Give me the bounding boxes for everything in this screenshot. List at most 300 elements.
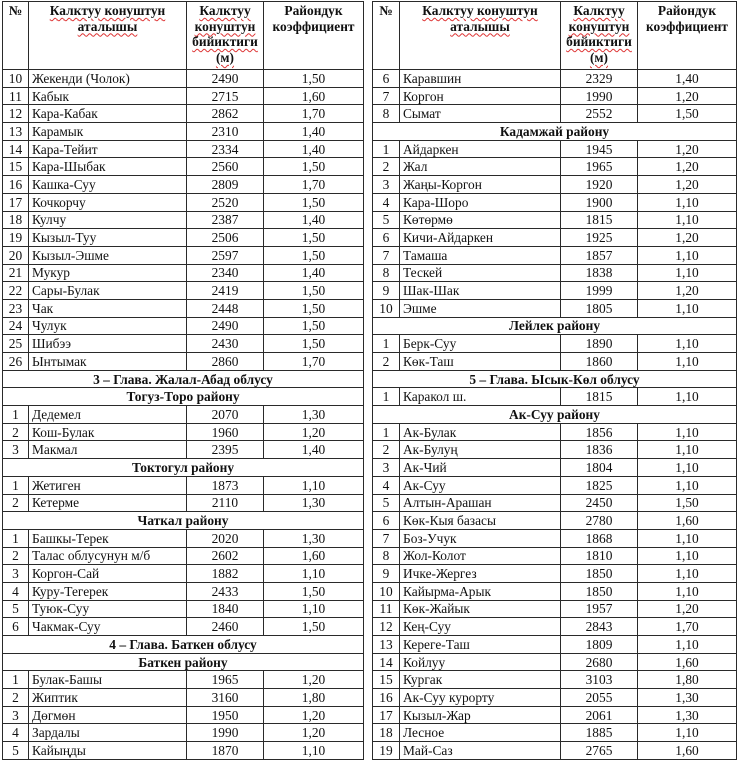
section-title: Токтогул району: [3, 459, 364, 477]
settlement-name: Булак-Башы: [29, 671, 187, 689]
settlement-name: Ак-Суу: [400, 476, 561, 494]
table-row: [3, 105, 364, 123]
settlement-name: Кең-Суу: [400, 618, 561, 636]
settlement-height: 1950: [187, 706, 264, 724]
settlement-name: Эшме: [400, 299, 561, 317]
table-row: [373, 600, 737, 618]
section-header-row: [3, 653, 364, 671]
header-settlement-name: Калктуу конуштун аталышы: [29, 2, 187, 70]
table-row: [3, 689, 364, 707]
table-row: [3, 706, 364, 724]
settlement-name: Көк-Жайык: [400, 600, 561, 618]
settlement-height: 1900: [561, 193, 638, 211]
settlement-height: 2061: [561, 706, 638, 724]
table-row: [3, 441, 364, 459]
settlement-height: 2809: [187, 176, 264, 194]
settlement-height: 1873: [187, 476, 264, 494]
settlement-name: Жетиген: [29, 476, 187, 494]
settlement-name: Кайыңды: [29, 742, 187, 760]
settlement-name: Коргон: [400, 87, 561, 105]
section-header-row: [373, 370, 737, 388]
settlement-height: 1890: [561, 335, 638, 353]
table-row: [373, 724, 737, 742]
settlement-name: Тескей: [400, 264, 561, 282]
table-row: [373, 353, 737, 371]
row-number: 8: [373, 105, 400, 123]
table-row: [373, 87, 737, 105]
settlement-name: Ак-Булуң: [400, 441, 561, 459]
settlement-height: 1990: [187, 724, 264, 742]
settlement-name: Көк-Кыя базасы: [400, 512, 561, 530]
table-row: [373, 689, 737, 707]
settlement-height: 2329: [561, 70, 638, 88]
row-number: 2: [3, 494, 29, 512]
table-row: [373, 299, 737, 317]
district-coefficient: 1,10: [638, 353, 737, 371]
table-header-row: [3, 2, 364, 70]
row-number: 23: [3, 299, 29, 317]
row-number: 13: [373, 636, 400, 654]
settlement-name: Туюк-Суу: [29, 600, 187, 618]
table-row: [3, 335, 364, 353]
settlement-name: Кулчу: [29, 211, 187, 229]
row-number: 6: [373, 70, 400, 88]
settlement-height: 1960: [187, 423, 264, 441]
table-row: [3, 70, 364, 88]
settlement-height: 1965: [561, 158, 638, 176]
row-number: 19: [373, 742, 400, 760]
table-header-row: [373, 2, 737, 70]
row-number: 1: [373, 335, 400, 353]
district-coefficient: 1,10: [638, 335, 737, 353]
row-number: 10: [373, 299, 400, 317]
settlement-name: Макмал: [29, 441, 187, 459]
row-number: 16: [3, 176, 29, 194]
section-title: 4 – Глава. Баткен облусу: [3, 636, 364, 654]
row-number: 15: [3, 158, 29, 176]
settlement-name: Жал: [400, 158, 561, 176]
settlement-height: 2843: [561, 618, 638, 636]
row-number: 6: [3, 618, 29, 636]
row-number: 2: [3, 689, 29, 707]
row-number: 1: [373, 140, 400, 158]
table-row: [373, 70, 737, 88]
table-row: [3, 123, 364, 141]
row-number: 10: [373, 582, 400, 600]
row-number: 15: [373, 671, 400, 689]
district-coefficient: 1,50: [264, 193, 364, 211]
settlement-name: Кетерме: [29, 494, 187, 512]
table-row: [373, 636, 737, 654]
district-coefficient: 1,40: [264, 441, 364, 459]
settlement-height: 2020: [187, 529, 264, 547]
settlement-name: Тамаша: [400, 246, 561, 264]
section-header-row: [3, 512, 364, 530]
table-row: [3, 140, 364, 158]
settlement-name: Карамык: [29, 123, 187, 141]
settlement-name: Жиптик: [29, 689, 187, 707]
settlement-height: 2490: [187, 317, 264, 335]
settlement-height: 1965: [187, 671, 264, 689]
district-coefficient: 1,10: [638, 299, 737, 317]
row-number: 14: [373, 653, 400, 671]
section-header-row: [3, 636, 364, 654]
settlement-name: Койлуу: [400, 653, 561, 671]
table-row: [3, 317, 364, 335]
district-coefficient: 1,10: [638, 193, 737, 211]
settlement-name: Айдаркен: [400, 140, 561, 158]
settlement-name: Кочкорчу: [29, 193, 187, 211]
header-district-coefficient: Райондук коэффициент: [264, 2, 364, 70]
row-number: 1: [3, 406, 29, 424]
district-coefficient: 1,10: [638, 636, 737, 654]
table-row: [373, 388, 737, 406]
header-settlement-height: Калктуу конуштун бийиктиги (м): [561, 2, 638, 70]
settlement-height: 1810: [561, 547, 638, 565]
settlement-height: 3160: [187, 689, 264, 707]
settlement-name: Жекенди (Чолок): [29, 70, 187, 88]
row-number: 4: [373, 476, 400, 494]
settlement-height: 2597: [187, 246, 264, 264]
settlement-height: 1809: [561, 636, 638, 654]
settlement-height: 2070: [187, 406, 264, 424]
settlement-name: Шак-Шак: [400, 282, 561, 300]
row-number: 22: [3, 282, 29, 300]
section-header-row: [3, 459, 364, 477]
settlement-height: 2448: [187, 299, 264, 317]
settlement-name: Кара-Шоро: [400, 193, 561, 211]
table-row: [3, 299, 364, 317]
district-coefficient: 1,40: [264, 140, 364, 158]
district-coefficient: 1,10: [638, 724, 737, 742]
settlement-name: Берк-Суу: [400, 335, 561, 353]
row-number: 8: [373, 547, 400, 565]
settlement-name: Сымат: [400, 105, 561, 123]
table-row: [3, 264, 364, 282]
row-number: 16: [373, 689, 400, 707]
row-number: 24: [3, 317, 29, 335]
table-row: [3, 476, 364, 494]
settlement-height: 3103: [561, 671, 638, 689]
row-number: 12: [3, 105, 29, 123]
district-coefficient: 1,50: [264, 618, 364, 636]
district-coefficient: 1,20: [264, 706, 364, 724]
settlement-name: Кара-Кабак: [29, 105, 187, 123]
district-coefficient: 1,30: [264, 494, 364, 512]
settlement-height: 1957: [561, 600, 638, 618]
row-number: 7: [373, 246, 400, 264]
district-coefficient: 1,10: [638, 459, 737, 477]
table-row: [3, 494, 364, 512]
row-number: 26: [3, 353, 29, 371]
settlement-name: Кереге-Таш: [400, 636, 561, 654]
section-title: Чаткал району: [3, 512, 364, 530]
row-number: 17: [373, 706, 400, 724]
settlement-name: Кош-Булак: [29, 423, 187, 441]
section-title: 3 – Глава. Жалал-Абад облусу: [3, 370, 364, 388]
settlement-name: Кабык: [29, 87, 187, 105]
row-number: 1: [3, 476, 29, 494]
table-row: [373, 264, 737, 282]
district-coefficient: 1,40: [264, 211, 364, 229]
row-number: 4: [3, 724, 29, 742]
district-coefficient: 1,10: [638, 264, 737, 282]
row-number: 2: [3, 547, 29, 565]
row-number: 18: [3, 211, 29, 229]
table-row: [3, 353, 364, 371]
district-coefficient: 1,20: [638, 229, 737, 247]
district-coefficient: 1,20: [638, 176, 737, 194]
table-row: [373, 335, 737, 353]
settlement-name: Кайырма-Арык: [400, 582, 561, 600]
row-number: 19: [3, 229, 29, 247]
settlement-height: 1925: [561, 229, 638, 247]
settlement-height: 2602: [187, 547, 264, 565]
settlement-height: 2387: [187, 211, 264, 229]
table-row: [373, 211, 737, 229]
row-number: 4: [3, 582, 29, 600]
district-coefficient: 1,50: [264, 317, 364, 335]
district-coefficient: 1,60: [264, 547, 364, 565]
table-row: [3, 565, 364, 583]
settlement-height: 2506: [187, 229, 264, 247]
district-coefficient: 1,10: [638, 529, 737, 547]
settlement-height: 2715: [187, 87, 264, 105]
district-coefficient: 1,40: [638, 70, 737, 88]
district-coefficient: 1,10: [638, 582, 737, 600]
row-number: 10: [3, 70, 29, 88]
row-number: 5: [3, 600, 29, 618]
table-row: [373, 706, 737, 724]
row-number: 1: [3, 671, 29, 689]
settlement-height: 2433: [187, 582, 264, 600]
district-coefficient: 1,60: [638, 653, 737, 671]
table-row: [3, 600, 364, 618]
row-number: 6: [373, 512, 400, 530]
row-number: 9: [373, 565, 400, 583]
table-row: [373, 423, 737, 441]
settlement-height: 1838: [561, 264, 638, 282]
table-row: [3, 406, 364, 424]
district-coefficient: 1,50: [264, 246, 364, 264]
settlement-name: Лесное: [400, 724, 561, 742]
settlement-name: Зардалы: [29, 724, 187, 742]
settlement-height: 1990: [561, 87, 638, 105]
table-row: [3, 724, 364, 742]
district-coefficient: 1,20: [638, 158, 737, 176]
settlement-height: 2450: [561, 494, 638, 512]
row-number: 18: [373, 724, 400, 742]
settlement-name: Кызыл-Туу: [29, 229, 187, 247]
settlement-name: Ак-Суу курорту: [400, 689, 561, 707]
settlement-name: Каракол ш.: [400, 388, 561, 406]
settlement-name: Көк-Таш: [400, 353, 561, 371]
table-row: [3, 246, 364, 264]
settlement-height: 1815: [561, 388, 638, 406]
settlement-name: Көтөрмө: [400, 211, 561, 229]
settlement-name: Башкы-Терек: [29, 529, 187, 547]
district-coefficient: 1,70: [264, 353, 364, 371]
settlement-name: Коргон-Сай: [29, 565, 187, 583]
district-coefficient: 1,10: [264, 565, 364, 583]
table-row: [373, 441, 737, 459]
table-row: [3, 547, 364, 565]
settlement-height: 2430: [187, 335, 264, 353]
section-title: Лейлек району: [373, 317, 737, 335]
row-number: 7: [373, 87, 400, 105]
settlement-name: Кашка-Суу: [29, 176, 187, 194]
table-row: [3, 742, 364, 760]
settlement-height: 2862: [187, 105, 264, 123]
district-coefficient: 1,10: [638, 565, 737, 583]
settlement-name: Кызыл-Жар: [400, 706, 561, 724]
table-row: [3, 229, 364, 247]
settlement-height: 2419: [187, 282, 264, 300]
table-row: [3, 671, 364, 689]
settlement-name: Ичке-Жергез: [400, 565, 561, 583]
settlement-height: 2340: [187, 264, 264, 282]
district-coefficient: 1,60: [638, 512, 737, 530]
district-coefficient: 1,50: [264, 229, 364, 247]
district-coefficient: 1,60: [264, 87, 364, 105]
table-row: [373, 529, 737, 547]
table-row: [373, 193, 737, 211]
header-number: №: [373, 2, 400, 70]
settlement-height: 1850: [561, 582, 638, 600]
settlement-name: Чак: [29, 299, 187, 317]
row-number: 7: [373, 529, 400, 547]
row-number: 13: [3, 123, 29, 141]
row-number: 3: [3, 565, 29, 583]
table-row: [373, 158, 737, 176]
district-coefficient: 1,10: [638, 211, 737, 229]
district-coefficient: 1,30: [264, 529, 364, 547]
settlement-name: Шибээ: [29, 335, 187, 353]
district-coefficient: 1,60: [638, 742, 737, 760]
district-coefficient: 1,50: [264, 335, 364, 353]
table-row: [373, 246, 737, 264]
district-coefficient: 1,20: [264, 671, 364, 689]
table-row: [373, 176, 737, 194]
table-row: [3, 529, 364, 547]
settlement-name: Кара-Тейит: [29, 140, 187, 158]
settlement-height: 1860: [561, 353, 638, 371]
table-row: [3, 211, 364, 229]
section-title: Кадамжай району: [373, 123, 737, 141]
table-row: [373, 582, 737, 600]
settlement-height: 2780: [561, 512, 638, 530]
table-body-right: [373, 70, 737, 760]
district-coefficient: 1,10: [638, 246, 737, 264]
row-number: 2: [373, 353, 400, 371]
table-row: [3, 87, 364, 105]
table-row: [373, 494, 737, 512]
settlements-table-left: [2, 1, 364, 760]
settlement-name: Куру-Тегерек: [29, 582, 187, 600]
row-number: 11: [3, 87, 29, 105]
settlement-height: 1856: [561, 423, 638, 441]
settlement-name: Жаңы-Коргон: [400, 176, 561, 194]
row-number: 1: [373, 423, 400, 441]
district-coefficient: 1,10: [638, 476, 737, 494]
settlement-height: 1840: [187, 600, 264, 618]
district-coefficient: 1,10: [638, 441, 737, 459]
district-coefficient: 1,80: [264, 689, 364, 707]
table-row: [373, 547, 737, 565]
district-coefficient: 1,20: [638, 87, 737, 105]
header-district-coefficient: Райондук коэффициент: [638, 2, 737, 70]
table-row: [373, 105, 737, 123]
settlement-height: 2520: [187, 193, 264, 211]
row-number: 3: [373, 176, 400, 194]
row-number: 12: [373, 618, 400, 636]
table-row: [373, 653, 737, 671]
table-row: [373, 282, 737, 300]
district-coefficient: 1,70: [264, 105, 364, 123]
row-number: 3: [3, 441, 29, 459]
settlement-height: 2310: [187, 123, 264, 141]
table-body-left: [3, 70, 364, 760]
section-header-row: [373, 123, 737, 141]
row-number: 5: [3, 742, 29, 760]
row-number: 2: [373, 158, 400, 176]
row-number: 5: [373, 494, 400, 512]
district-coefficient: 1,80: [638, 671, 737, 689]
district-coefficient: 1,40: [264, 123, 364, 141]
settlement-height: 2395: [187, 441, 264, 459]
settlement-name: Кызыл-Эшме: [29, 246, 187, 264]
district-coefficient: 1,70: [264, 176, 364, 194]
settlement-height: 1920: [561, 176, 638, 194]
district-coefficient: 1,10: [264, 600, 364, 618]
district-coefficient: 1,40: [264, 264, 364, 282]
district-coefficient: 1,30: [638, 706, 737, 724]
settlement-height: 1825: [561, 476, 638, 494]
row-number: 25: [3, 335, 29, 353]
header-number: №: [3, 2, 29, 70]
section-header-row: [373, 317, 737, 335]
section-header-row: [373, 406, 737, 424]
district-coefficient: 1,10: [264, 476, 364, 494]
settlement-height: 2334: [187, 140, 264, 158]
row-number: 21: [3, 264, 29, 282]
settlement-height: 1945: [561, 140, 638, 158]
row-number: 20: [3, 246, 29, 264]
settlement-height: 2680: [561, 653, 638, 671]
header-settlement-height: Калктуу конуштун бийиктиги (м): [187, 2, 264, 70]
table-row: [3, 176, 364, 194]
district-coefficient: 1,10: [638, 547, 737, 565]
table-row: [3, 582, 364, 600]
section-header-row: [3, 388, 364, 406]
district-coefficient: 1,50: [264, 70, 364, 88]
row-number: 6: [373, 229, 400, 247]
settlement-name: Кургак: [400, 671, 561, 689]
section-title: Баткен району: [3, 653, 364, 671]
section-header-row: [3, 370, 364, 388]
settlement-height: 2552: [561, 105, 638, 123]
district-coefficient: 1,50: [264, 158, 364, 176]
settlement-name: Дедемел: [29, 406, 187, 424]
district-coefficient: 1,20: [638, 282, 737, 300]
table-row: [373, 565, 737, 583]
settlement-height: 1804: [561, 459, 638, 477]
settlement-name: Кичи-Айдаркен: [400, 229, 561, 247]
settlement-height: 1870: [187, 742, 264, 760]
row-number: 1: [373, 388, 400, 406]
settlement-name: Мукур: [29, 264, 187, 282]
district-coefficient: 1,20: [264, 423, 364, 441]
